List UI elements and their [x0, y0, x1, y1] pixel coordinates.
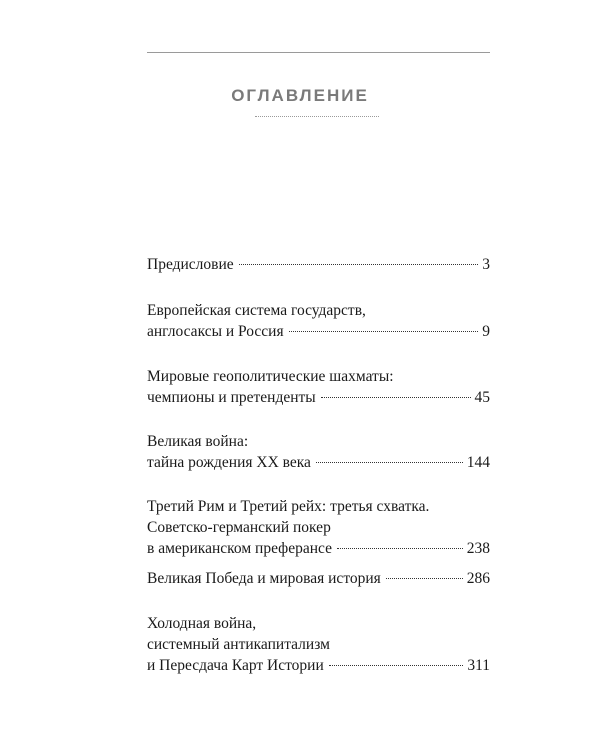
dot-leader: [329, 665, 464, 666]
toc-page-number: 9: [482, 323, 490, 340]
toc-entry-title-line: Холодная война,: [147, 615, 257, 632]
toc-entry[interactable]: [147, 431, 490, 473]
toc-entry-title-line: Третий Рим и Третий рейх: третья схватка.: [147, 498, 430, 515]
toc-page-number: 144: [466, 454, 490, 471]
toc-entry-title: Великая Победа и мировая история: [147, 570, 381, 587]
toc-entry-title-line: Советско-германский покер: [147, 519, 331, 536]
toc-page-number: 311: [467, 657, 490, 674]
dot-leader: [321, 397, 471, 398]
dot-leader: [316, 462, 463, 463]
toc-entry-title: и Пересдача Карт Истории: [147, 657, 324, 674]
toc-entry-title: в американском преферансе: [147, 540, 332, 557]
toc-entry-title-line: Мировые геополитические шахматы:: [147, 368, 394, 385]
toc-entry[interactable]: [147, 568, 490, 589]
dot-leader: [386, 578, 463, 579]
page-title: ОГЛАВЛЕНИЕ: [231, 86, 369, 105]
toc-page-number: 286: [466, 570, 490, 587]
toc-entry-title: чемпионы и претенденты: [147, 389, 316, 406]
toc-entry[interactable]: [147, 254, 490, 275]
toc-entry[interactable]: [147, 613, 490, 676]
toc-entry-title: тайна рождения XX века: [147, 454, 311, 471]
toc-entry[interactable]: [147, 366, 490, 408]
dot-leader: [239, 264, 479, 265]
toc-entry-title: англосаксы и Россия: [147, 323, 284, 340]
toc-entry-title: Предисловие: [147, 256, 234, 273]
top-rule: [147, 52, 490, 53]
toc-entry[interactable]: [147, 300, 490, 342]
toc-entry-title-line: Европейская система государств,: [147, 302, 366, 319]
dot-leader: [289, 331, 479, 332]
toc-page-number: 3: [482, 256, 490, 273]
toc-entry-title-line: Великая война:: [147, 433, 249, 450]
title-underline: [255, 116, 379, 117]
toc-entry-title-line: системный антикапитализм: [147, 636, 330, 653]
toc-entry[interactable]: [147, 496, 490, 559]
dot-leader: [337, 548, 463, 549]
toc-page-number: 45: [474, 389, 490, 406]
toc-page-number: 238: [466, 540, 490, 557]
